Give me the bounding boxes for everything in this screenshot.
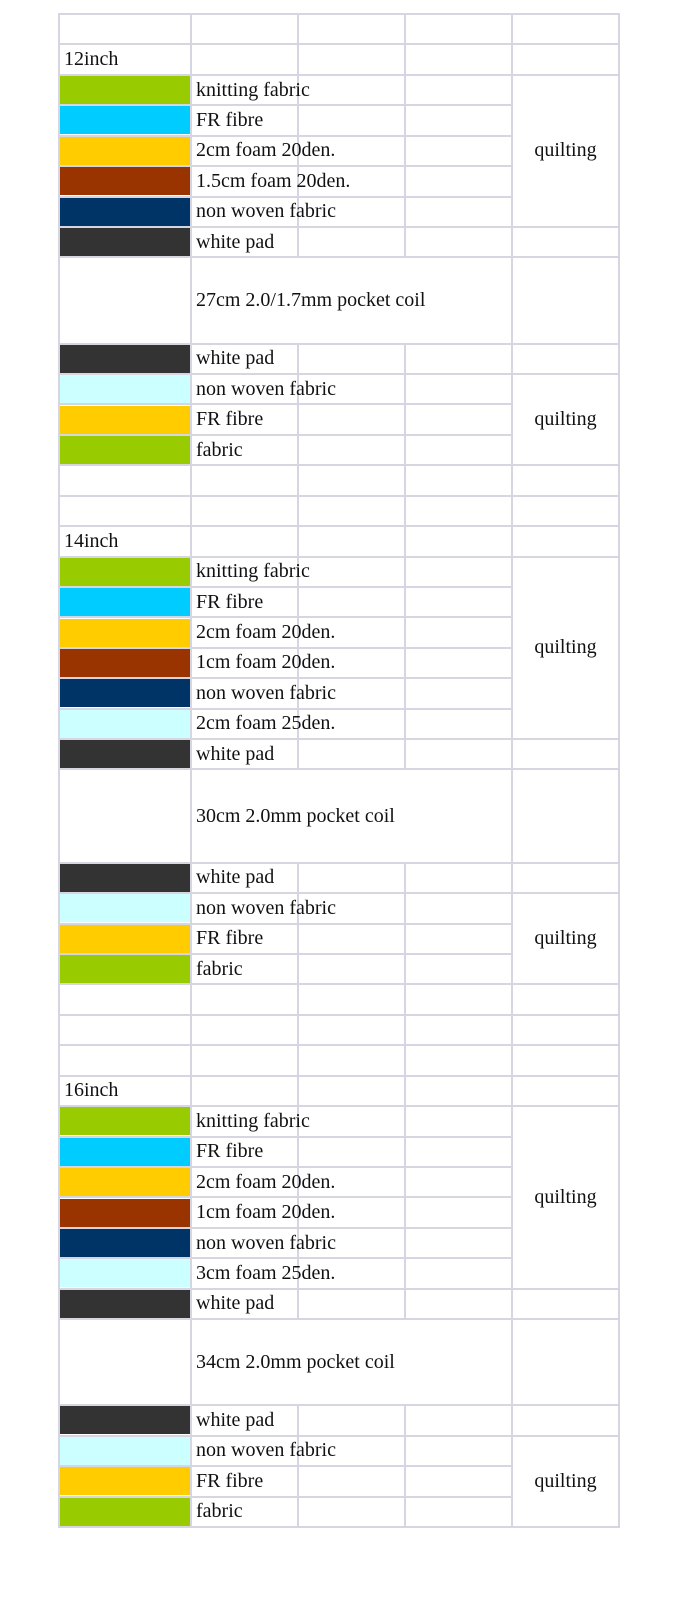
layer-swatch[interactable] [59, 739, 191, 769]
layer-swatch[interactable] [59, 1436, 191, 1466]
layer-label[interactable]: 3cm foam 25den. [191, 1258, 298, 1288]
process-label[interactable]: quilting [512, 1106, 619, 1289]
layer-swatch[interactable] [59, 617, 191, 647]
layer-swatch[interactable] [59, 863, 191, 893]
layer-row [59, 1436, 619, 1466]
color-chip [60, 864, 190, 892]
layer-row [59, 1289, 619, 1319]
color-chip [60, 1138, 190, 1166]
process-label[interactable]: quilting [512, 75, 619, 227]
mattress-spec-table [58, 13, 620, 1528]
layer-swatch[interactable] [59, 648, 191, 678]
color-chip [60, 406, 190, 434]
layer-swatch[interactable] [59, 1167, 191, 1197]
coil-row [59, 257, 619, 343]
color-chip [60, 558, 190, 586]
layer-label[interactable]: non woven fabric [191, 1436, 298, 1466]
layer-swatch[interactable] [59, 1137, 191, 1167]
layer-label[interactable]: white pad [191, 1405, 298, 1435]
layer-label[interactable]: 2cm foam 20den. [191, 1167, 298, 1197]
color-chip [60, 1406, 190, 1434]
empty-row [59, 14, 619, 44]
layer-swatch[interactable] [59, 587, 191, 617]
layer-swatch[interactable] [59, 1289, 191, 1319]
color-chip [60, 679, 190, 707]
layer-row [59, 227, 619, 257]
layer-row [59, 739, 619, 769]
layer-label[interactable]: FR fibre [191, 924, 298, 954]
color-chip [60, 710, 190, 738]
layer-swatch[interactable] [59, 1405, 191, 1435]
layer-label[interactable]: non woven fabric [191, 893, 298, 923]
layer-label[interactable]: knitting fabric [191, 75, 298, 105]
layer-swatch[interactable] [59, 1197, 191, 1227]
layer-label[interactable]: fabric [191, 954, 298, 984]
size-label[interactable]: 12inch [59, 44, 191, 74]
layer-label[interactable]: fabric [191, 435, 298, 465]
layer-swatch[interactable] [59, 557, 191, 587]
layer-row [59, 557, 619, 587]
color-chip [60, 955, 190, 983]
coil-row [59, 1319, 619, 1405]
color-chip [60, 1199, 190, 1227]
layer-swatch[interactable] [59, 166, 191, 196]
layer-swatch[interactable] [59, 1466, 191, 1496]
layer-swatch[interactable] [59, 1497, 191, 1527]
size-label[interactable]: 14inch [59, 526, 191, 556]
layer-label[interactable]: knitting fabric [191, 557, 298, 587]
coil-label[interactable]: 34cm 2.0mm pocket coil [191, 1319, 512, 1405]
layer-swatch[interactable] [59, 197, 191, 227]
layer-row [59, 344, 619, 374]
layer-label[interactable]: non woven fabric [191, 374, 298, 404]
size-header-row [59, 44, 619, 74]
color-chip [60, 375, 190, 403]
layer-label[interactable]: 2cm foam 25den. [191, 709, 298, 739]
color-chip [60, 925, 190, 953]
layer-swatch[interactable] [59, 1106, 191, 1136]
color-chip [60, 1498, 190, 1526]
color-chip [60, 198, 190, 226]
empty-row [59, 496, 619, 526]
layer-row [59, 1106, 619, 1136]
color-chip [60, 1437, 190, 1465]
layer-label[interactable]: white pad [191, 344, 298, 374]
layer-label[interactable]: FR fibre [191, 105, 298, 135]
layer-label[interactable]: non woven fabric [191, 197, 298, 227]
layer-swatch[interactable] [59, 227, 191, 257]
layer-label[interactable]: non woven fabric [191, 678, 298, 708]
color-chip [60, 1467, 190, 1495]
color-chip [60, 1259, 190, 1287]
layer-swatch[interactable] [59, 1258, 191, 1288]
layer-swatch[interactable] [59, 924, 191, 954]
color-chip [60, 345, 190, 373]
color-chip [60, 1107, 190, 1135]
layer-row [59, 374, 619, 404]
color-chip [60, 619, 190, 647]
color-chip [60, 649, 190, 677]
layer-swatch[interactable] [59, 709, 191, 739]
layer-label[interactable]: FR fibre [191, 404, 298, 434]
process-label[interactable]: quilting [512, 1436, 619, 1527]
color-chip [60, 894, 190, 922]
layer-row [59, 863, 619, 893]
layer-label[interactable]: FR fibre [191, 587, 298, 617]
layer-swatch[interactable] [59, 374, 191, 404]
empty-row [59, 465, 619, 495]
process-label[interactable]: quilting [512, 557, 619, 740]
size-label[interactable]: 16inch [59, 1076, 191, 1106]
layer-label[interactable]: white pad [191, 1289, 298, 1319]
layer-swatch[interactable] [59, 404, 191, 434]
color-chip [60, 76, 190, 104]
color-chip [60, 740, 190, 768]
layer-swatch[interactable] [59, 1228, 191, 1258]
coil-row [59, 769, 619, 862]
process-label[interactable]: quilting [512, 893, 619, 984]
layer-row [59, 75, 619, 105]
layer-swatch[interactable] [59, 678, 191, 708]
size-header-row [59, 526, 619, 556]
process-label[interactable]: quilting [512, 374, 619, 465]
color-chip [60, 1168, 190, 1196]
color-chip [60, 137, 190, 165]
layer-swatch[interactable] [59, 136, 191, 166]
layer-swatch[interactable] [59, 75, 191, 105]
layer-label[interactable]: FR fibre [191, 1466, 298, 1496]
color-chip [60, 106, 190, 134]
layer-label[interactable]: white pad [191, 739, 298, 769]
layer-label[interactable]: 1.5cm foam 20den. [191, 166, 298, 196]
color-chip [60, 436, 190, 464]
layer-label[interactable]: white pad [191, 227, 298, 257]
layer-label[interactable]: white pad [191, 863, 298, 893]
layer-label[interactable]: 2cm foam 20den. [191, 617, 298, 647]
layer-label[interactable]: FR fibre [191, 1137, 298, 1167]
mattress-spec-body [59, 14, 619, 1527]
coil-label[interactable]: 30cm 2.0mm pocket coil [191, 769, 512, 862]
layer-row [59, 893, 619, 923]
layer-label[interactable]: non woven fabric [191, 1228, 298, 1258]
color-chip [60, 1229, 190, 1257]
color-chip [60, 167, 190, 195]
size-header-row [59, 1076, 619, 1106]
layer-label[interactable]: 2cm foam 20den. [191, 136, 298, 166]
coil-label[interactable]: 27cm 2.0/1.7mm pocket coil [191, 257, 512, 343]
layer-row [59, 1405, 619, 1435]
layer-label[interactable]: knitting fabric [191, 1106, 298, 1136]
color-chip [60, 588, 190, 616]
layer-label[interactable]: 1cm foam 20den. [191, 648, 298, 678]
color-chip [60, 228, 190, 256]
layer-swatch[interactable] [59, 893, 191, 923]
layer-label[interactable]: 1cm foam 20den. [191, 1197, 298, 1227]
layer-label[interactable]: fabric [191, 1497, 298, 1527]
layer-swatch[interactable] [59, 105, 191, 135]
layer-swatch[interactable] [59, 954, 191, 984]
layer-swatch[interactable] [59, 435, 191, 465]
color-chip [60, 1290, 190, 1318]
layer-swatch[interactable] [59, 344, 191, 374]
empty-row [59, 1015, 619, 1045]
empty-row [59, 984, 619, 1014]
empty-row [59, 1045, 619, 1075]
